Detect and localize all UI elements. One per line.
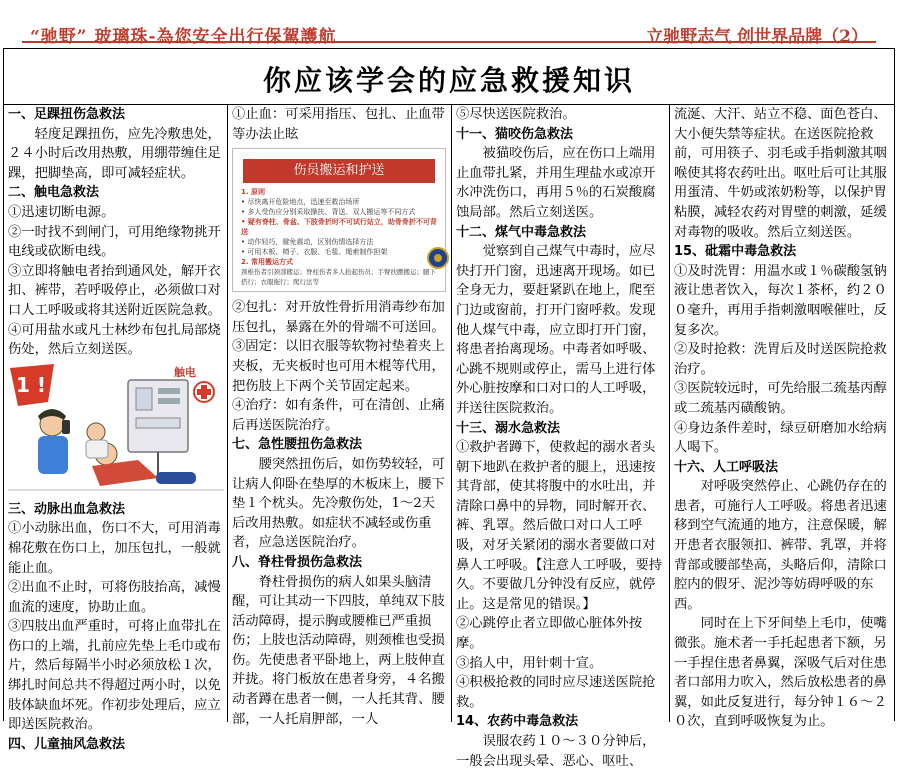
card-line: • 疑有脊柱、骨盆、下肢骨折时不可试行站立，助骨骨折不可背送: [241, 218, 437, 237]
paragraph: ③医院较远时，可先给服二巯基丙醇或二巯基丙磺酸钠。: [674, 381, 887, 416]
emblem-icon: [427, 247, 449, 269]
svg-text:1 ! 0: 1 ! 0: [16, 372, 67, 397]
card-line: 1. 原则: [241, 188, 265, 197]
column-1: [4, 105, 228, 752]
paragraph: ④身边条件差时，绿豆研磨加水给病人喝下。: [674, 420, 887, 456]
electric-shock-illustration: [8, 362, 224, 496]
paragraph: ③固定：以旧衣服等软物衬垫着夹上夹板，无夹板时也可用木棍等代用，把伤肢上下两个关节固定起来。: [232, 339, 445, 394]
section-heading: 八、脊柱骨损伤急救法: [232, 554, 363, 570]
header-slogan-left: “驰野” 玻璃珠-為您安全出行保駕護航: [30, 27, 337, 47]
paragraph: 对呼吸突然停止、心跳仍存在的患者，可施行人工呼吸。将患者迅速移到空气流通的地方，注意保暖，解开患者衣服领扣、裤带、乳罩，并将背部或腰部垫高，头略后仰，清除口腔内的假牙、泥沙等妨碍呼吸的东西。: [674, 479, 887, 612]
section-heading: 15、砒霜中毒急救法: [674, 244, 797, 260]
paragraph: 同时在上下牙间垫上毛巾，使嘴微张。施术者一手托起患者下额，另一手捏住患者鼻翼，深吸气后对住患者口部用力吹入，然后放松患者的鼻翼，如此反复进行，每分钟１６～２０次，直到呼吸恢复为止。: [674, 616, 887, 730]
paragraph: ③立即将触电者抬到通风处，解开衣扣、裤带，若呼吸停止，必须做口对口人工呼吸或将其送附近医院急救。: [8, 263, 221, 318]
transport-guide-card: [232, 148, 446, 292]
columns: [4, 105, 894, 769]
paragraph: ②出血不止时，可将伤肢抬高，减慢血流的速度，协助止血。: [8, 580, 221, 615]
card-line: • 尽快离开危险地点，迅速至救治场所: [241, 198, 360, 207]
card-line: 颈椎伤者引颈部搬运；脊柱伤者多人抬起伤员；手臂扶腰搬运；腿下搭行；衣服拖行；爬行法等: [241, 268, 436, 287]
paragraph: ④可用盐水或凡士林纱布包扎局部烧伤处，然后立刻送医。: [8, 322, 221, 358]
card-line: • 可用木板、椅子、衣服、毛毯、绳索制作担架: [241, 248, 388, 257]
section-heading: 十一、猫咬伤急救法: [456, 126, 574, 142]
paragraph: 脊柱骨损伤的病人如果头脑清醒，可让其动一下四肢，单纯双下肢活动障碍，提示胸或腰椎已严重损伤；上肢也活动障碍，则颈椎也受损伤。先使患者平卧地上，两上肢伸直并拢。将门板放在患者身旁，４名搬动者蹲在患者一侧，一人托其背、腰部，一人托肩胛部，一人: [232, 574, 445, 727]
card-body: [233, 183, 445, 291]
paragraph: ②一时找不到闸门，可用绝缘物挑开电线或砍断电线。: [8, 224, 221, 260]
paragraph: 被猫咬伤后，应在伤口上端用止血带扎紧，并用生理盐水或凉开水冲洗伤口，再用５％的石炭酸腐蚀局部。然后立刻送医。: [456, 146, 656, 220]
paragraph: ②包扎：对开放性骨折用消毒纱布加压包扎，暴露在外的骨端不可送回。: [232, 300, 445, 335]
card-line: 2. 常用搬运方式: [241, 258, 293, 267]
card-title: 伤员搬运和护送: [243, 159, 435, 183]
paragraph: 轻度足踝扭伤，应先冷敷患处，２４小时后改用热敷，用绷带缠住足踝，把脚垫高，即可减轻症状。: [8, 126, 221, 181]
section-heading: 14、农药中毒急救法: [456, 714, 579, 730]
section-heading: 三、动脉出血急救法: [8, 501, 126, 517]
card-line: • 多人受伤应分别采取操扶、背送、双人搬运等不同方式: [241, 208, 416, 217]
title-banner: [4, 49, 894, 105]
section-heading: 四、儿童抽风急救法: [8, 736, 126, 752]
header-slogan-right: 立驰野志气 创世界品牌（2）: [646, 27, 868, 47]
section-heading: 十六、人工呼吸法: [674, 459, 779, 475]
illustration-label: 触电: [174, 365, 196, 379]
content-frame: [3, 48, 895, 769]
paragraph: ①及时洗胃：用温水或１％碳酸氢钠液让患者饮入，每次１茶杯，约２００毫升，再用手指刺激咽喉催吐，反复多次。: [674, 263, 887, 338]
paragraph: 误服农药１０～３０分钟后，一般会出现头晕、恶心、呕吐、: [456, 734, 656, 769]
card-line: • 动作轻巧，避免震动，区别伤情选择方法: [241, 238, 374, 247]
column-2: [228, 105, 452, 727]
paragraph: 流涎、大汗、站立不稳、面色苍白、大小便失禁等症状。在送医院抢救前，可用筷子、羽毛或手指刺激其咽喉使其将农药吐出。呕吐后可让其服用蛋清、牛奶或浓奶粉等，以保护胃粘膜，减轻农药对胃壁的刺激，延缓对毒物的吸收。然后立刻送医。: [674, 107, 887, 240]
paragraph: ⑤尽快送医院救治。: [456, 107, 576, 122]
paragraph: 腰突然扭伤后，如伤势较轻，可让病人仰卧在垫厚的木板床上，腰下垫１个枕头。先冷敷伤处，1～2天后改用热敷。如症状不减轻或伤重者，应急送医院治疗。: [232, 456, 445, 551]
paragraph: ②心跳停止者立即做心脏体外按摩。: [456, 616, 643, 652]
paragraph: ①止血：可采用指压、包扎、止血带等办法止眩: [232, 107, 445, 142]
column-3: [452, 105, 670, 769]
section-heading: 七、急性腰扭伤急救法: [232, 437, 363, 453]
paragraph: ①救护者蹲下，使救起的溺水者头朝下地趴在救护者的腿上，迅速按其背部，使其将腹中的水吐出，并清除口鼻中的异物，同时解开衣、裤、乳罩。然后做口对口人工呼吸，对牙关紧闭的溺水者要做口对鼻人工呼吸。【注意人工呼吸，要持久。不要做几分钟没有反应，就停止。这是常见的错误。】: [456, 440, 663, 612]
header-rule: [22, 41, 876, 43]
section-heading: 十三、溺水急救法: [456, 420, 561, 436]
section-heading: 一、足踝扭伤急救法: [8, 107, 126, 122]
column-4: [670, 105, 896, 730]
paragraph: ①小动脉出血，伤口不大，可用消毒棉花敷在伤口上，加压包扎，一般就能止血。: [8, 521, 221, 576]
paragraph: ②及时抢救：洗胃后及时送医院抢救治疗。: [674, 342, 887, 377]
paragraph: ③掐人中，用针刺十宣。: [456, 655, 603, 671]
paragraph: ①迅速切断电源。: [8, 204, 115, 220]
paragraph: ④积极抢救的同时应尽速送医院抢救。: [456, 675, 656, 710]
paragraph: ③四肢出血严重时，可将止血带扎在伤口的上端，扎前应先垫上毛巾或布片，然后每隔半小时必须放松１次，绑扎时间总共不得超过两小时，以免肢体缺血坏死。作初步处理后，应立即送医院救治。: [8, 619, 221, 733]
paragraph: 觉察到自己煤气中毒时，应尽快打开门窗，迅速离开现场。如已全身无力，要赶紧趴在地上，爬至门边或窗前，打开门窗呼救。发现他人煤气中毒，应立即打开门窗，将患者抬离现场。中毒者如呼吸、心跳不规则或停止，需马上进行体外心脏按摩和口对口的人工呼吸，并送往医院救治。: [456, 244, 656, 416]
section-heading: 二、触电急救法: [8, 185, 100, 201]
page-title: 你应该学会的应急救援知识: [262, 64, 635, 97]
page-header: [0, 0, 898, 47]
section-heading: 十二、煤气中毒急救法: [456, 224, 587, 240]
electric-shock-image: [8, 362, 224, 496]
paragraph: ④治疗：如有条件，可在清创、止痛后再送医院治疗。: [232, 398, 445, 433]
